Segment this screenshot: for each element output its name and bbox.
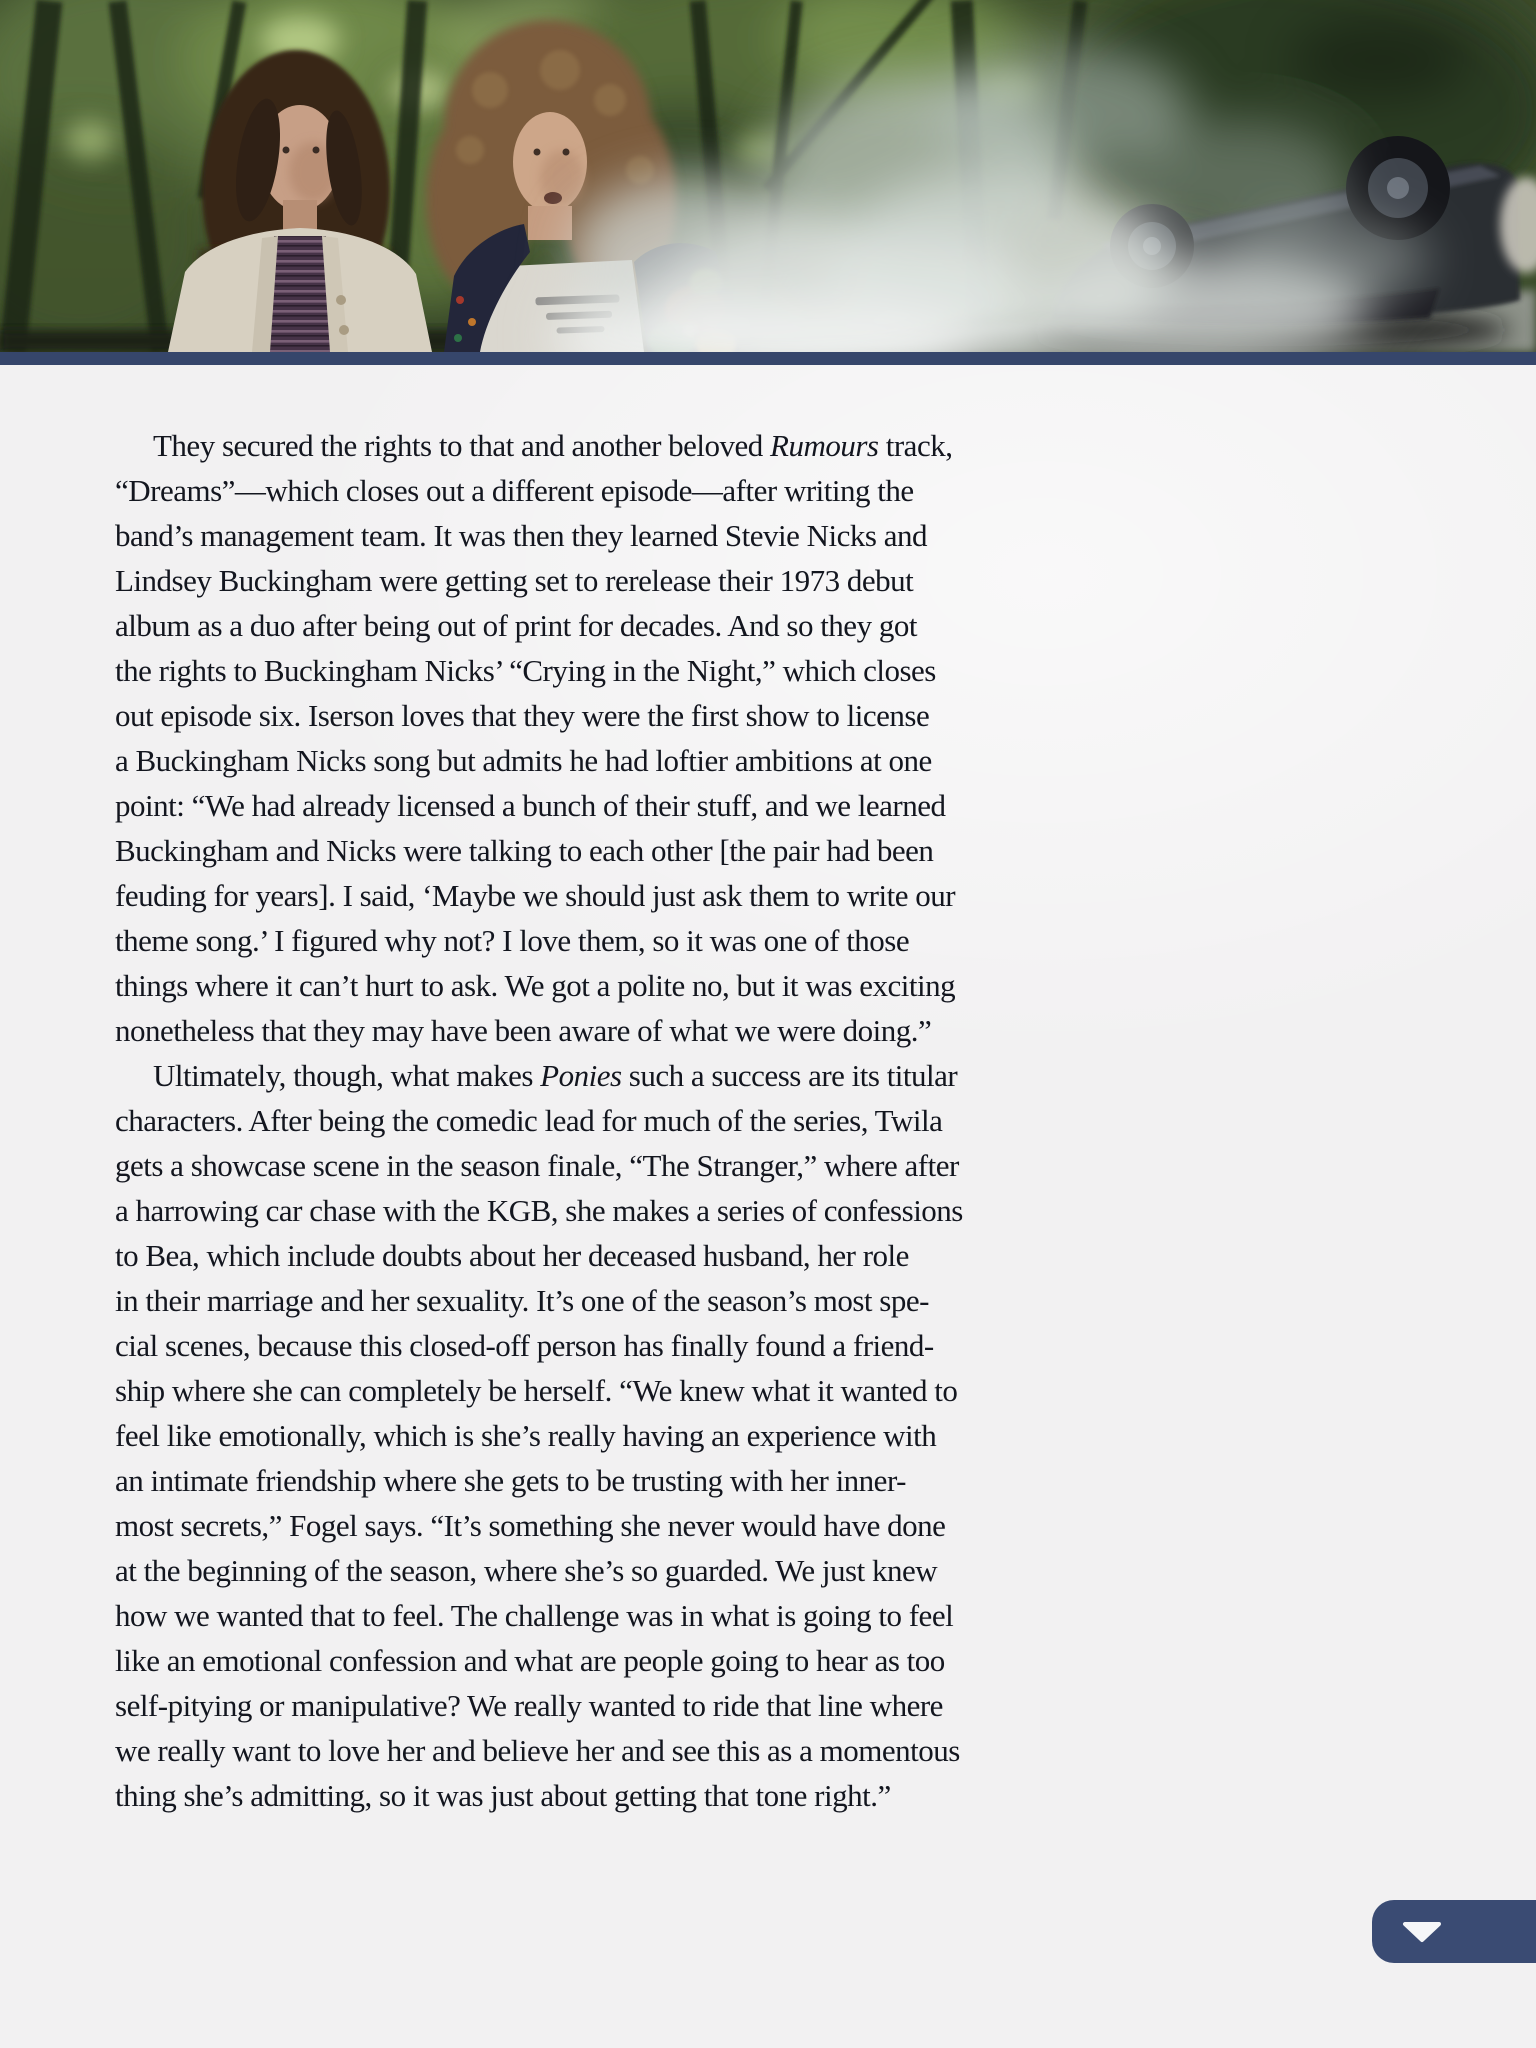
text-line: the rights to Buckingham Nicks’ “Crying in the Night,” which closes <box>115 653 936 688</box>
text-line: an intimate friendship where she gets to be trusting with her inner- <box>115 1463 906 1498</box>
text-line: characters. After being the comedic lead for much of the series, Twila <box>115 1103 943 1138</box>
text-line: thing she’s admitting, so it was just about getting that tone right.” <box>115 1778 891 1813</box>
paragraph <box>115 1053 1536 1818</box>
text-line: to Bea, which include doubts about her deceased husband, her role <box>115 1238 909 1273</box>
forest-scene-illustration <box>0 0 1536 352</box>
chevron-down-icon <box>1402 1921 1442 1943</box>
text-line: “Dreams”—which closes out a different episode—after writing the <box>115 473 914 508</box>
text-line: Buckingham and Nicks were talking to each other [the pair had been <box>115 833 934 868</box>
text-line: self-pitying or manipulative? We really wanted to ride that line where <box>115 1688 943 1723</box>
text-line: most secrets,” Fogel says. “It’s something she never would have done <box>115 1508 946 1543</box>
text-line: point: “We had already licensed a bunch of their stuff, and we learned <box>115 788 946 823</box>
article-text <box>0 365 1536 1818</box>
text-line: feel like emotionally, which is she’s really having an experience with <box>115 1418 937 1453</box>
text-line: album as a duo after being out of print for decades. And so they got <box>115 608 917 643</box>
text-line: we really want to love her and believe her and see this as a momentous <box>115 1733 960 1768</box>
text-line: They secured the rights to that and another beloved Rumours track, <box>153 428 953 463</box>
text-line: at the beginning of the season, where she’s so guarded. We just knew <box>115 1553 938 1588</box>
text-line: things where it can’t hurt to ask. We got a polite no, but it was exciting <box>115 968 956 1003</box>
text-line: Lindsey Buckingham were getting set to rerelease their 1973 debut <box>115 563 914 598</box>
text-line: how we wanted that to feel. The challenge was in what is going to feel <box>115 1598 954 1633</box>
text-line: a harrowing car chase with the KGB, she makes a series of confessions <box>115 1193 963 1228</box>
text-line: nonetheless that they may have been aware of what we were doing.” <box>115 1013 932 1048</box>
text-line: band’s management team. It was then they learned Stevie Nicks and <box>115 518 927 553</box>
text-line: like an emotional confession and what are people going to hear as too <box>115 1643 945 1678</box>
text-line: ship where she can completely be herself. “We knew what it wanted to <box>115 1373 958 1408</box>
photo-divider-bar <box>0 352 1536 365</box>
next-page-button[interactable] <box>1372 1900 1536 1963</box>
hero-photo <box>0 0 1536 352</box>
text-line: feuding for years]. I said, ‘Maybe we should just ask them to write our <box>115 878 956 913</box>
text-line: gets a showcase scene in the season finale, “The Stranger,” where after <box>115 1148 959 1183</box>
paragraph <box>115 423 1536 1053</box>
text-line: Ultimately, though, what makes Ponies such a success are its titular <box>153 1058 958 1093</box>
text-line: theme song.’ I figured why not? I love them, so it was one of those <box>115 923 910 958</box>
text-line: cial scenes, because this closed-off person has finally found a friend- <box>115 1328 934 1363</box>
text-line: a Buckingham Nicks song but admits he had loftier ambitions at one <box>115 743 932 778</box>
text-line: in their marriage and her sexuality. It’s one of the season’s most spe- <box>115 1283 929 1318</box>
text-line: out episode six. Iserson loves that they were the first show to license <box>115 698 930 733</box>
